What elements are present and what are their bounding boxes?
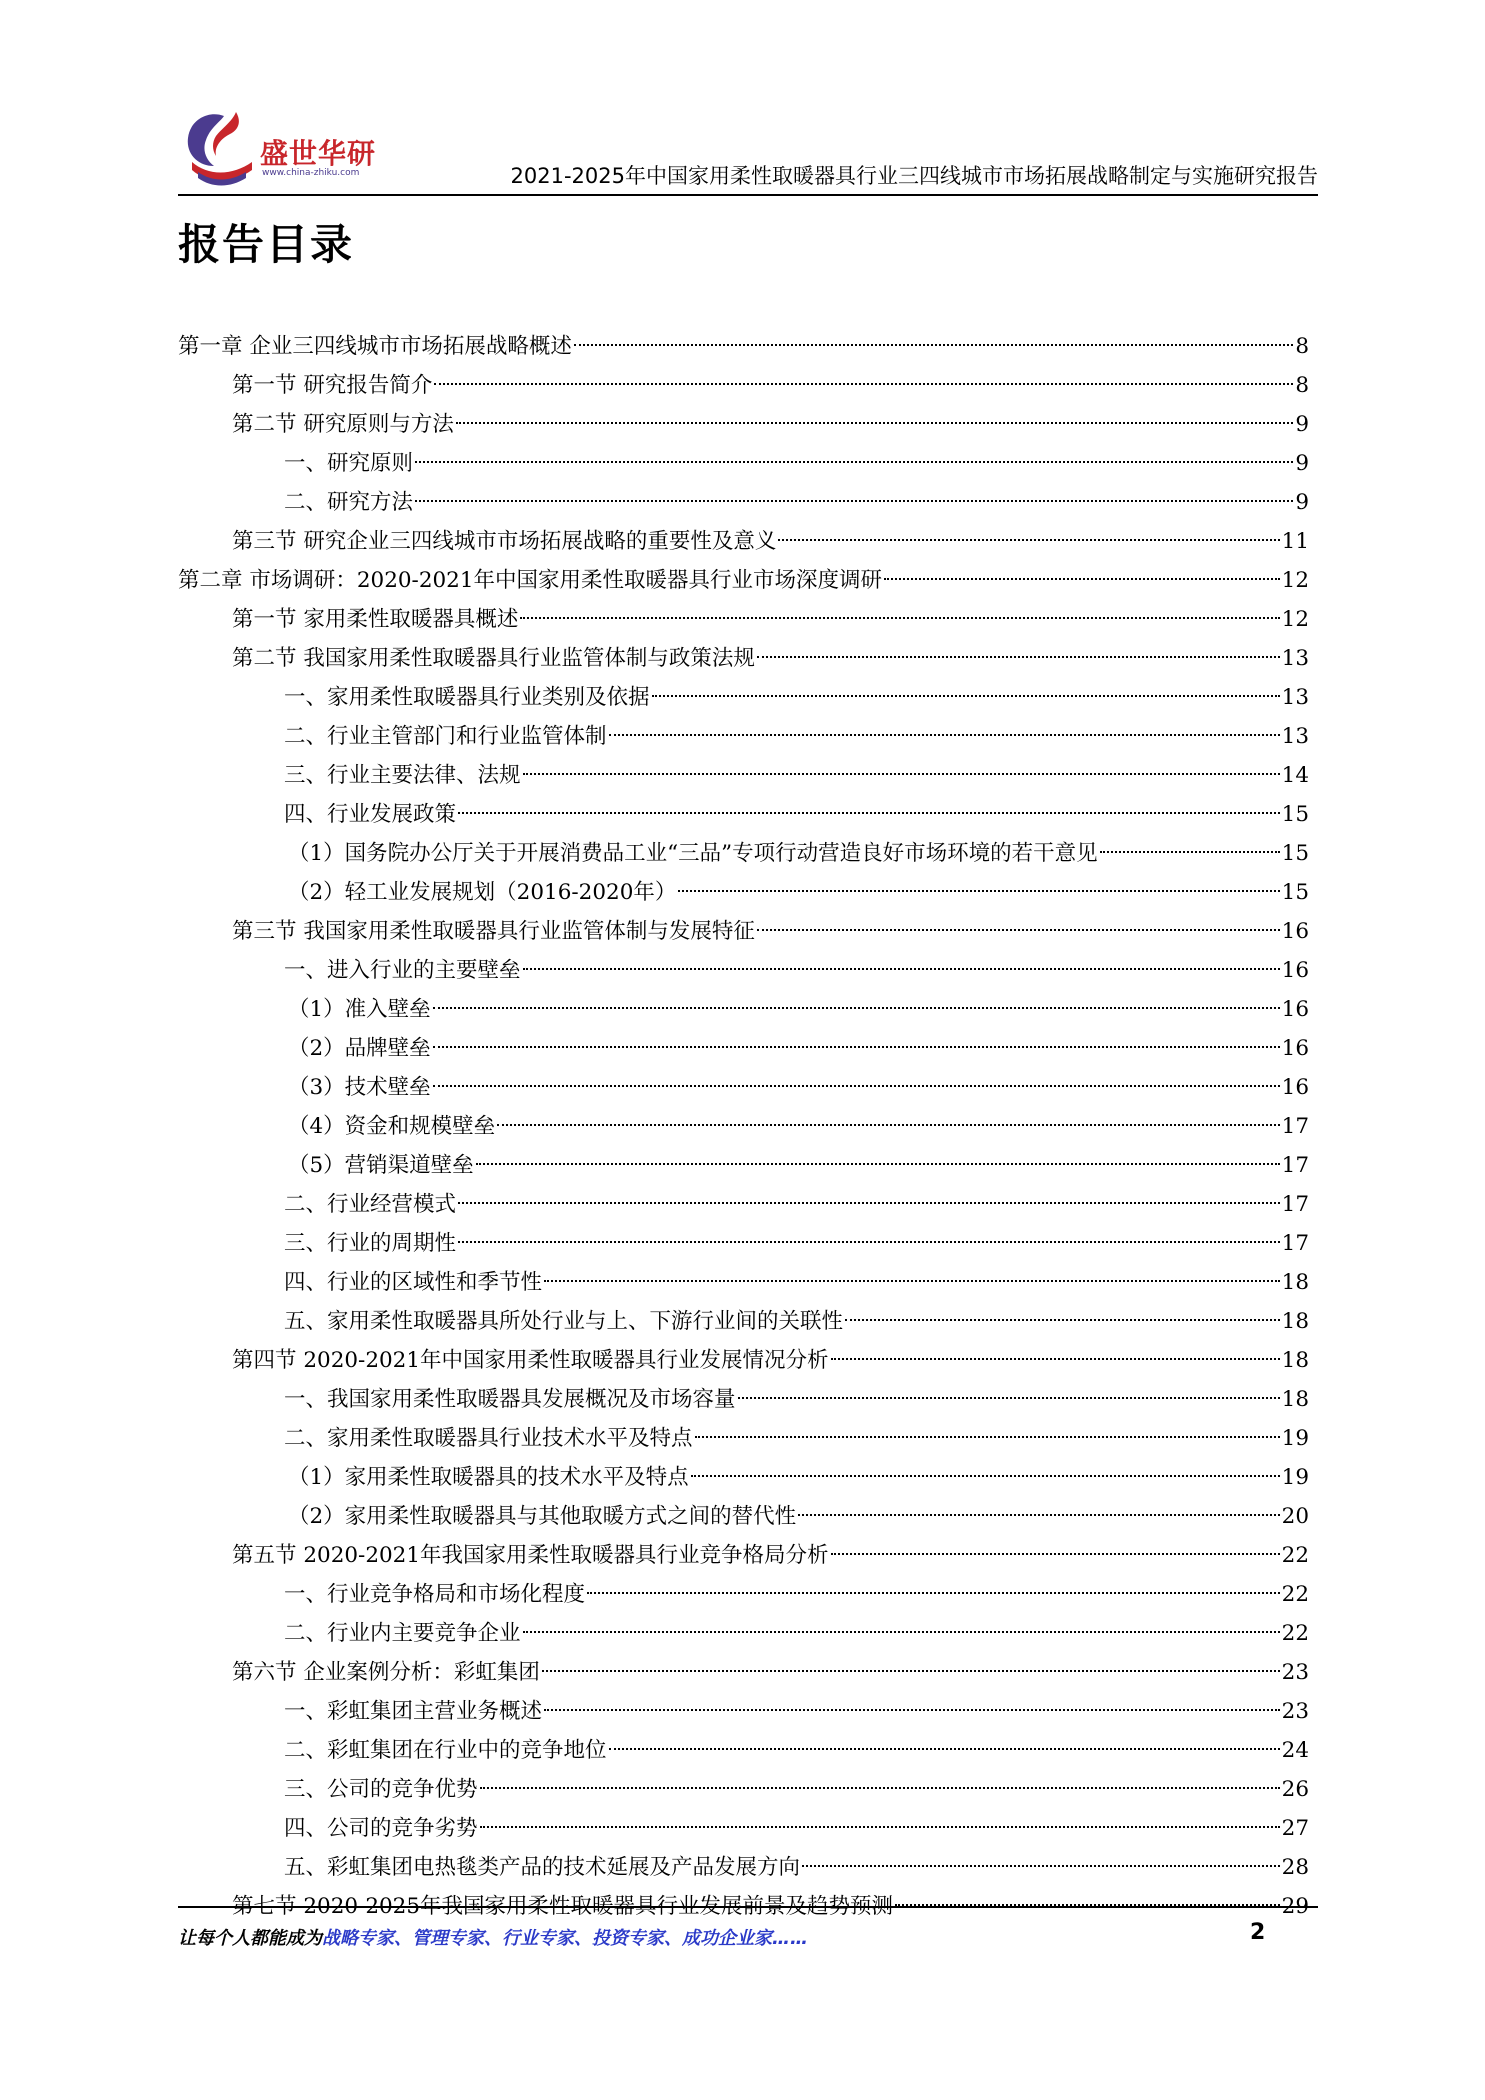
toc-entry-label: 二、行业经营模式 xyxy=(284,1192,457,1217)
toc-entry-page: 16 xyxy=(1281,1075,1309,1100)
page-number: 2 xyxy=(1250,1920,1266,1945)
toc-entry[interactable] xyxy=(178,795,1309,834)
toc-entry-page: 27 xyxy=(1281,1816,1309,1841)
footer-slogan xyxy=(178,1924,1268,1950)
toc-entry[interactable] xyxy=(178,1731,1309,1770)
toc-entry-page: 16 xyxy=(1281,997,1309,1022)
toc-entry[interactable] xyxy=(178,1653,1309,1692)
toc-entry-page: 18 xyxy=(1281,1387,1309,1412)
toc-entry-page: 11 xyxy=(1281,529,1309,554)
toc-dot-leader xyxy=(544,1709,1280,1711)
toc-entry-page: 29 xyxy=(1281,1894,1309,1919)
toc-entry-page: 17 xyxy=(1281,1192,1309,1217)
toc-entry-page: 14 xyxy=(1281,763,1309,788)
toc-entry[interactable] xyxy=(178,405,1309,444)
toc-entry-page: 13 xyxy=(1281,685,1309,710)
toc-entry-label: 一、我国家用柔性取暖器具发展概况及市场容量 xyxy=(284,1387,736,1412)
toc-dot-leader xyxy=(415,500,1293,502)
toc-entry-label: 第二章 市场调研：2020-2021年中国家用柔性取暖器具行业市场深度调研 xyxy=(178,568,883,593)
toc-entry-page: 15 xyxy=(1281,880,1309,905)
toc-entry[interactable] xyxy=(178,1497,1309,1536)
toc-entry-label: （2）品牌壁垒 xyxy=(288,1036,431,1061)
toc-entry-page: 12 xyxy=(1281,607,1309,632)
toc-entry[interactable] xyxy=(178,522,1309,561)
toc-entry-label: 第七节 2020-2025年我国家用柔性取暖器具行业发展前景及趋势预测 xyxy=(232,1894,894,1919)
toc-dot-leader xyxy=(458,1202,1280,1204)
toc-entry[interactable] xyxy=(178,1692,1309,1731)
footer-divider xyxy=(178,1906,1318,1908)
toc-dot-leader xyxy=(738,1397,1280,1399)
toc-dot-leader xyxy=(831,1553,1280,1555)
toc-entry[interactable] xyxy=(178,327,1309,366)
toc-entry-label: 第五节 2020-2021年我国家用柔性取暖器具行业竞争格局分析 xyxy=(232,1543,829,1568)
toc-entry[interactable] xyxy=(178,1614,1309,1653)
toc-entry-page: 16 xyxy=(1281,1036,1309,1061)
toc-entry-label: 第二节 研究原则与方法 xyxy=(232,412,454,437)
toc-entry-page: 13 xyxy=(1281,724,1309,749)
toc-entry-page: 22 xyxy=(1281,1621,1309,1646)
toc-entry[interactable] xyxy=(178,1770,1309,1809)
toc-entry[interactable] xyxy=(178,1224,1309,1263)
toc-dot-leader xyxy=(757,929,1280,931)
toc-entry-page: 22 xyxy=(1281,1543,1309,1568)
toc-entry-label: （5）营销渠道壁垒 xyxy=(288,1153,474,1178)
toc-entry-page: 8 xyxy=(1295,334,1309,359)
toc-entry-label: 三、公司的竞争优势 xyxy=(284,1777,478,1802)
toc-entry-label: 二、彩虹集团在行业中的竞争地位 xyxy=(284,1738,607,1763)
toc-entry-label: 一、研究原则 xyxy=(284,451,414,476)
toc-entry-label: 五、家用柔性取暖器具所处行业与上、下游行业间的关联性 xyxy=(284,1309,844,1334)
toc-entry-page: 9 xyxy=(1295,412,1309,437)
toc-entry-label: 第三节 我国家用柔性取暖器具行业监管体制与发展特征 xyxy=(232,919,755,944)
toc-entry-label: 第四节 2020-2021年中国家用柔性取暖器具行业发展情况分析 xyxy=(232,1348,829,1373)
toc-entry-page: 15 xyxy=(1281,802,1309,827)
toc-entry-label: 第一章 企业三四线城市市场拓展战略概述 xyxy=(178,334,572,359)
toc-entry-page: 16 xyxy=(1281,919,1309,944)
toc-dot-leader xyxy=(458,812,1280,814)
toc-dot-leader xyxy=(433,1046,1280,1048)
toc-entry-page: 19 xyxy=(1281,1426,1309,1451)
toc-dot-leader xyxy=(845,1319,1280,1321)
toc-dot-leader xyxy=(574,344,1293,346)
toc-dot-leader xyxy=(587,1592,1280,1594)
toc-dot-leader xyxy=(523,968,1280,970)
toc-entry-page: 19 xyxy=(1281,1465,1309,1490)
toc-entry[interactable] xyxy=(178,1809,1309,1848)
toc-entry-page: 9 xyxy=(1295,451,1309,476)
toc-entry-label: 第一节 研究报告简介 xyxy=(232,373,433,398)
toc-entry[interactable] xyxy=(178,1302,1309,1341)
toc-entry[interactable] xyxy=(178,1536,1309,1575)
toc-entry-page: 24 xyxy=(1281,1738,1309,1763)
toc-entry[interactable] xyxy=(178,717,1309,756)
toc-entry-label: （2）轻工业发展规划（2016-2020年） xyxy=(288,880,677,905)
toc-entry-label: （3）技术壁垒 xyxy=(288,1075,431,1100)
toc-dot-leader xyxy=(480,1787,1280,1789)
toc-entry-label: 第二节 我国家用柔性取暖器具行业监管体制与政策法规 xyxy=(232,646,755,671)
table-of-contents xyxy=(178,327,1309,1926)
toc-entry-page: 18 xyxy=(1281,1309,1309,1334)
toc-dot-leader xyxy=(434,383,1293,385)
toc-entry[interactable] xyxy=(178,873,1309,912)
toc-entry[interactable] xyxy=(178,366,1309,405)
toc-entry[interactable] xyxy=(178,561,1309,600)
toc-entry-label: 四、行业的区域性和季节性 xyxy=(284,1270,543,1295)
brand-logo-icon xyxy=(178,106,262,192)
toc-entry[interactable] xyxy=(178,834,1309,873)
toc-entry-label: 二、研究方法 xyxy=(284,490,414,515)
toc-entry[interactable] xyxy=(178,1029,1309,1068)
toc-dot-leader xyxy=(757,656,1280,658)
report-title: 2021-2025年中国家用柔性取暖器具行业三四线城市市场拓展战略制定与实施研究报告 xyxy=(510,164,1318,188)
toc-entry-page: 18 xyxy=(1281,1270,1309,1295)
toc-entry-page: 23 xyxy=(1281,1699,1309,1724)
toc-entry-label: 三、行业主要法律、法规 xyxy=(284,763,521,788)
toc-dot-leader xyxy=(691,1475,1280,1477)
toc-entry-label: 一、行业竞争格局和市场化程度 xyxy=(284,1582,586,1607)
toc-entry[interactable] xyxy=(178,990,1309,1029)
toc-entry[interactable] xyxy=(178,1341,1309,1380)
toc-dot-leader xyxy=(497,1124,1279,1126)
toc-dot-leader xyxy=(433,1007,1280,1009)
toc-dot-leader xyxy=(544,1280,1280,1282)
toc-entry[interactable] xyxy=(178,1458,1309,1497)
toc-entry-page: 9 xyxy=(1295,490,1309,515)
toc-entry-page: 20 xyxy=(1281,1504,1309,1529)
toc-entry-page: 17 xyxy=(1281,1231,1309,1256)
toc-entry[interactable] xyxy=(178,483,1309,522)
toc-entry-label: 一、进入行业的主要壁垒 xyxy=(284,958,521,983)
toc-entry-page: 18 xyxy=(1281,1348,1309,1373)
toc-entry[interactable] xyxy=(178,1107,1309,1146)
toc-dot-leader xyxy=(798,1514,1279,1516)
toc-dot-leader xyxy=(831,1358,1280,1360)
toc-entry-label: 第三节 研究企业三四线城市市场拓展战略的重要性及意义 xyxy=(232,529,777,554)
toc-entry-label: 一、彩虹集团主营业务概述 xyxy=(284,1699,543,1724)
toc-entry-label: （1）国务院办公厅关于开展消费品工业“三品”专项行动营造良好市场环境的若干意见 xyxy=(288,841,1098,866)
toc-entry[interactable] xyxy=(178,1575,1309,1614)
toc-entry-label: 五、彩虹集团电热毯类产品的技术延展及产品发展方向 xyxy=(284,1855,801,1880)
toc-entry[interactable] xyxy=(178,1848,1309,1887)
footer-slogan-rest: 战略专家、管理专家、行业专家、投资专家、成功企业家…… xyxy=(322,1928,808,1949)
toc-entry-page: 13 xyxy=(1281,646,1309,671)
toc-dot-leader xyxy=(609,1748,1280,1750)
toc-dot-leader xyxy=(480,1826,1280,1828)
header-divider xyxy=(178,194,1318,196)
toc-entry[interactable] xyxy=(178,951,1309,990)
toc-dot-leader xyxy=(652,695,1280,697)
toc-entry-page: 16 xyxy=(1281,958,1309,983)
toc-entry[interactable] xyxy=(178,756,1309,795)
footer-slogan-lead: 让每个人都能成为 xyxy=(178,1928,322,1949)
toc-dot-leader xyxy=(609,734,1280,736)
toc-entry[interactable] xyxy=(178,444,1309,483)
toc-entry-label: 二、家用柔性取暖器具行业技术水平及特点 xyxy=(284,1426,693,1451)
toc-dot-leader xyxy=(678,890,1279,892)
toc-entry-page: 17 xyxy=(1281,1153,1309,1178)
brand-name: 盛世华研 xyxy=(260,137,377,170)
toc-entry-page: 12 xyxy=(1281,568,1309,593)
toc-entry[interactable] xyxy=(178,1068,1309,1107)
toc-dot-leader xyxy=(802,1865,1280,1867)
toc-entry-label: （2）家用柔性取暖器具与其他取暖方式之间的替代性 xyxy=(288,1504,797,1529)
toc-dot-leader xyxy=(520,617,1279,619)
toc-entry-page: 23 xyxy=(1281,1660,1309,1685)
toc-entry-label: 第一节 家用柔性取暖器具概述 xyxy=(232,607,519,632)
toc-entry[interactable] xyxy=(178,1185,1309,1224)
toc-dot-leader xyxy=(523,773,1280,775)
toc-dot-leader xyxy=(476,1163,1280,1165)
toc-dot-leader xyxy=(884,578,1280,580)
toc-entry-page: 17 xyxy=(1281,1114,1309,1139)
toc-entry-label: （1）家用柔性取暖器具的技术水平及特点 xyxy=(288,1465,689,1490)
toc-entry[interactable] xyxy=(178,1146,1309,1185)
toc-entry-label: （1）准入壁垒 xyxy=(288,997,431,1022)
toc-entry-label: 四、行业发展政策 xyxy=(284,802,457,827)
toc-dot-leader xyxy=(433,1085,1280,1087)
toc-entry-page: 28 xyxy=(1281,1855,1309,1880)
toc-dot-leader xyxy=(778,539,1279,541)
toc-entry-page: 15 xyxy=(1281,841,1309,866)
toc-entry[interactable] xyxy=(178,678,1309,717)
page-title: 报告目录 xyxy=(178,220,355,269)
toc-entry-page: 26 xyxy=(1281,1777,1309,1802)
toc-dot-leader xyxy=(695,1436,1280,1438)
toc-entry[interactable] xyxy=(178,1263,1309,1302)
brand-url: www.china-zhiku.com xyxy=(262,168,360,178)
toc-entry[interactable] xyxy=(178,1419,1309,1458)
brand-logo xyxy=(178,106,378,192)
toc-entry[interactable] xyxy=(178,912,1309,951)
toc-dot-leader xyxy=(523,1631,1280,1633)
toc-dot-leader xyxy=(1100,851,1280,853)
toc-dot-leader xyxy=(456,422,1293,424)
toc-entry[interactable] xyxy=(178,1380,1309,1419)
toc-entry-label: （4）资金和规模壁垒 xyxy=(288,1114,496,1139)
toc-entry-label: 一、家用柔性取暖器具行业类别及依据 xyxy=(284,685,650,710)
toc-entry-label: 四、公司的竞争劣势 xyxy=(284,1816,478,1841)
toc-dot-leader xyxy=(542,1670,1280,1672)
toc-entry-page: 8 xyxy=(1295,373,1309,398)
toc-dot-leader xyxy=(458,1241,1280,1243)
toc-entry-page: 22 xyxy=(1281,1582,1309,1607)
page-header xyxy=(178,100,1318,196)
toc-entry[interactable] xyxy=(178,639,1309,678)
toc-dot-leader xyxy=(415,461,1293,463)
toc-entry-label: 三、行业的周期性 xyxy=(284,1231,457,1256)
toc-entry[interactable] xyxy=(178,600,1309,639)
toc-entry-label: 二、行业内主要竞争企业 xyxy=(284,1621,521,1646)
toc-entry-label: 第六节 企业案例分析：彩虹集团 xyxy=(232,1660,540,1685)
toc-entry-label: 二、行业主管部门和行业监管体制 xyxy=(284,724,607,749)
